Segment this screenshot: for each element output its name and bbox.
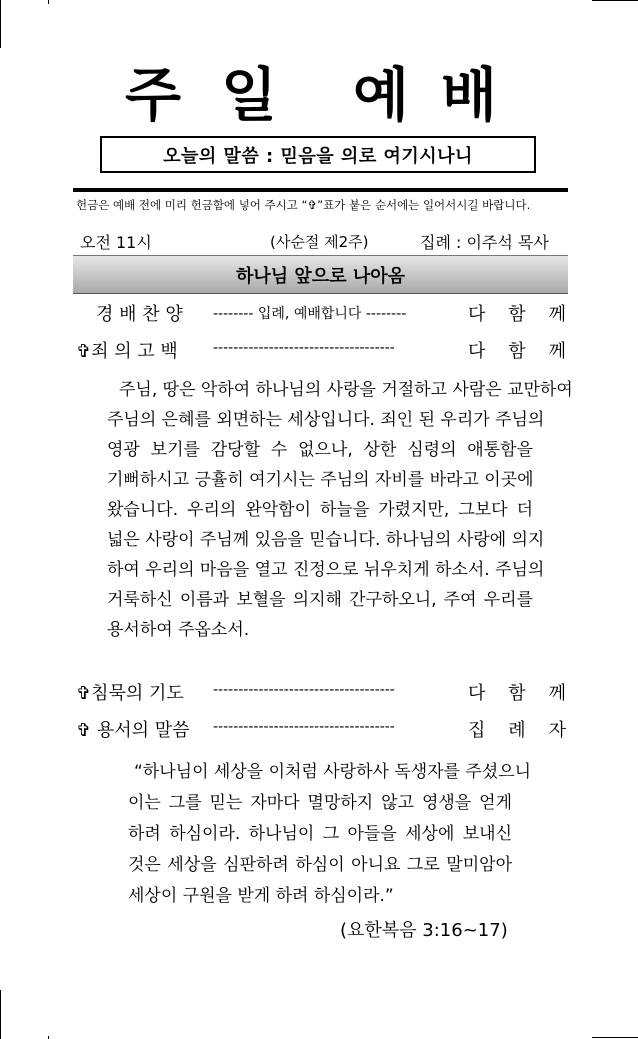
scripture-text xyxy=(128,757,532,912)
text-line: 주님, 땅은 악하여 하나님의 사랑을 거절하고 사람은 교만하여 xyxy=(119,380,573,400)
order-responsible xyxy=(468,300,566,326)
resp-char: 함 xyxy=(508,683,526,704)
text-line: 세상이 구원을 받게 하려 하심이라.” xyxy=(128,886,394,906)
resp-char: 께 xyxy=(548,304,566,325)
order-responsible xyxy=(468,716,566,742)
text-line: 이는 그를 믿는 자마다 멸망하지 않고 영생을 얻게 xyxy=(128,793,512,813)
text-line: 것은 세상을 심판하려 하심이 아니요 그로 말미암아 xyxy=(128,855,512,875)
text-line: 영광 보기를 감당할 수 없으나, 상한 심령의 애통함을 xyxy=(107,440,533,460)
order-item xyxy=(76,716,566,742)
text-line: “하나님이 세상을 이처럼 사랑하사 독생자를 주셨으니 xyxy=(134,762,532,782)
order-responsible xyxy=(468,679,566,705)
resp-char: 다 xyxy=(468,341,486,362)
confession-text xyxy=(107,375,573,645)
order-middle: ------------------------------------ xyxy=(213,340,395,356)
resp-char: 집 xyxy=(468,720,486,741)
sermon-title-box xyxy=(100,136,536,173)
crop-mark xyxy=(592,1037,638,1038)
order-label: ✞침묵의 기도 xyxy=(76,683,184,704)
text-line: 하려 하심이라. 하나님이 그 아들을 세상에 보내신 xyxy=(128,824,512,844)
sermon-title: 오늘의 말씀 : 믿음을 의로 여기시나니 xyxy=(163,145,473,167)
text-line: 용서하여 주옵소서. xyxy=(107,620,250,640)
section-banner xyxy=(73,255,568,294)
resp-char: 다 xyxy=(468,304,486,325)
resp-char: 께 xyxy=(548,683,566,704)
resp-char: 자 xyxy=(548,720,566,741)
order-item xyxy=(76,679,566,705)
title-char: 주 xyxy=(125,61,182,129)
offering-notice: 헌금은 예배 전에 미리 헌금함에 넣어 주시고 “✞”표가 붙은 순서에는 일어서시길 바랍니다. xyxy=(76,198,531,212)
order-item xyxy=(76,337,566,363)
resp-char: 함 xyxy=(508,304,526,325)
crop-mark xyxy=(592,0,638,1)
title-char: 예 xyxy=(353,61,410,129)
title-char: 일 xyxy=(221,61,278,129)
order-label: ✞ 용서의 말씀 xyxy=(76,720,190,741)
order-responsible xyxy=(468,337,566,363)
text-line: 넓은 사랑이 주님께 있음을 믿습니다. 하나님의 사랑에 의지 xyxy=(107,530,545,550)
service-time: 오전 11시 xyxy=(80,233,152,252)
text-line: 주님의 은혜를 외면하는 세상입니다. 죄인 된 우리가 주님의 xyxy=(107,410,545,430)
divider xyxy=(73,188,568,192)
church-season: (사순절 제2주) xyxy=(270,233,369,251)
resp-char: 다 xyxy=(468,683,486,704)
officiant: 집례 : 이주석 목사 xyxy=(420,233,549,252)
order-label: 경 배 찬 양 xyxy=(96,304,183,325)
resp-char: 례 xyxy=(508,720,526,741)
order-label: ✞죄 의 고 백 xyxy=(76,341,178,362)
order-middle: ------------------------------------ xyxy=(213,682,395,698)
resp-char: 함 xyxy=(508,341,526,362)
title-char: 배 xyxy=(441,61,498,129)
text-line: 기뻐하시고 긍휼히 여기시는 주님의 자비를 바라고 이곳에 xyxy=(107,470,534,490)
resp-char: 께 xyxy=(548,341,566,362)
order-middle: ------------------------------------ xyxy=(213,719,395,735)
section-title: 하나님 앞으로 나아옴 xyxy=(235,265,406,287)
text-line: 하여 우리의 마음을 열고 진정으로 뉘우치게 하소서. 주님의 xyxy=(107,560,545,580)
order-middle: -------- 입례, 예배합니다 -------- xyxy=(213,306,407,322)
crop-mark xyxy=(48,0,49,4)
order-item xyxy=(76,300,566,326)
text-line: 거룩하신 이름과 보혈을 의지해 간구하오니, 주여 우리를 xyxy=(107,590,533,610)
crop-mark xyxy=(0,0,1,48)
crop-mark xyxy=(0,990,1,1039)
text-line: 왔습니다. 우리의 완악함이 하늘을 가렸지만, 그보다 더 xyxy=(107,500,533,520)
scripture-reference: (요한복음 3:16~17) xyxy=(340,920,508,941)
